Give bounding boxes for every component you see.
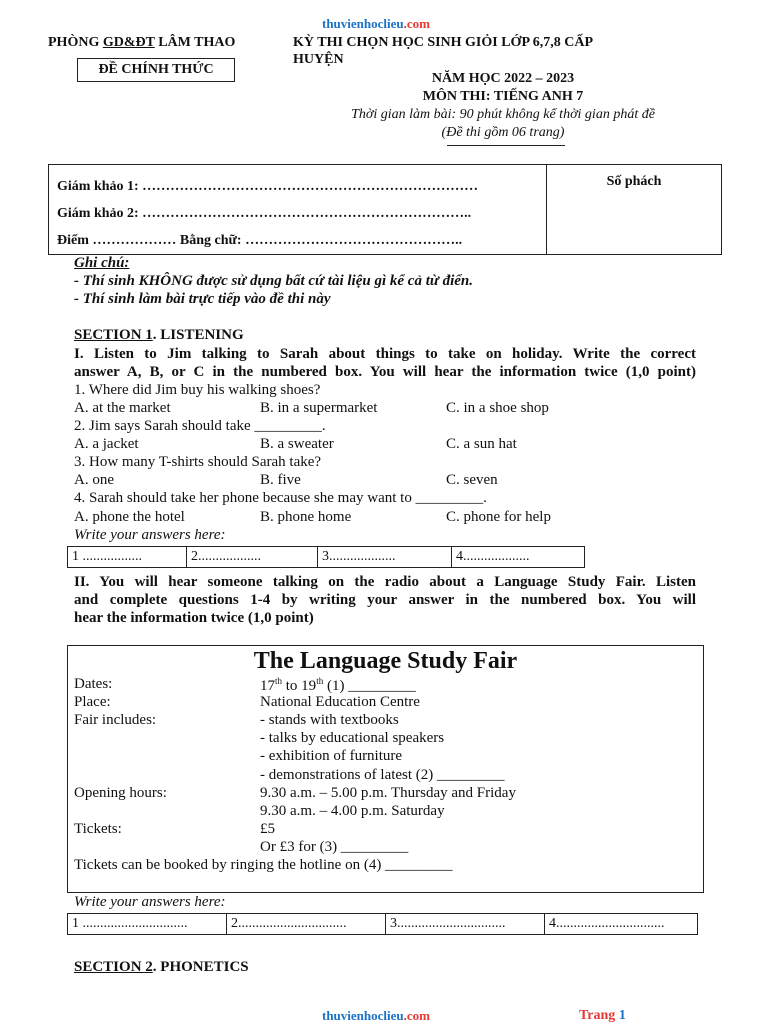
option-b: B. in a supermarket [260, 400, 378, 416]
fair-ticket-item: Or £3 for (3) _________ [260, 839, 409, 855]
write-answers-label: Write your answers here: [74, 527, 226, 543]
fair-date-end: to 19 [282, 678, 317, 694]
exam-title-line2: HUYỆN [293, 52, 344, 67]
exam-subject: MÔN THI: TIẾNG ANH 7 [422, 89, 584, 104]
section2-title [74, 959, 249, 976]
dept-pre: PHÒNG [48, 35, 103, 50]
section1-title-text: . LISTENING [152, 327, 244, 343]
page-num: 1 [618, 1008, 626, 1023]
candidate-code-cell [547, 165, 722, 255]
department-name [48, 35, 235, 51]
answer-cell[interactable]: 4............................... [545, 914, 698, 935]
fair-include-item: - talks by educational speakers [260, 730, 445, 746]
answer-cell[interactable]: 2............................... [227, 914, 386, 935]
fair-place-value: National Education Centre [260, 694, 420, 710]
candidate-code-label: Số phách [606, 174, 662, 189]
fair-date-end-suffix: th [316, 676, 324, 686]
question-text: 1. Where did Jim buy his walking shoes? [74, 382, 321, 398]
marker-fields [49, 165, 547, 255]
answer-cell[interactable]: 1 .............................. [68, 914, 227, 935]
option-c: C. in a shoe shop [446, 400, 549, 416]
option-a: A. at the market [74, 400, 171, 416]
fair-date-start-suffix: th [275, 676, 283, 686]
page-number [579, 1008, 626, 1024]
part2-instruction-line: and complete questions 1-4 by writing your answer in the numbered box. You will [74, 592, 696, 608]
question-text: 2. Jim says Sarah should take _________. [74, 418, 326, 434]
header-divider [447, 145, 565, 146]
marker-table [48, 164, 722, 255]
fair-includes-label: Fair includes: [74, 712, 157, 728]
fair-booking-line: Tickets can be booked by ringing the hotline on (4) _________ [74, 857, 453, 873]
fair-hours-label: Opening hours: [74, 785, 167, 801]
answer-table-part1 [67, 546, 585, 568]
fair-include-item: - demonstrations of latest (2) _________ [260, 767, 505, 783]
exam-title-line1: KỲ THI CHỌN HỌC SINH GIỎI LỚP 6,7,8 CẤP [293, 35, 594, 50]
fair-date-start: 17 [260, 678, 275, 694]
page-label: Trang [579, 1008, 616, 1023]
option-c: C. phone for help [446, 509, 551, 525]
question-text: 3. How many T-shirts should Sarah take? [74, 454, 322, 470]
fair-place-label: Place: [74, 694, 111, 710]
school-year: NĂM HỌC 2022 – 2023 [431, 71, 575, 86]
option-a: A. phone the hotel [74, 509, 185, 525]
fair-ticket-item: £5 [260, 821, 275, 837]
note-item: - Thí sinh làm bài trực tiếp vào đề thi này [74, 291, 331, 307]
site-brand-footer[interactable] [322, 1008, 430, 1024]
fair-date-blank: (1) _________ [323, 678, 416, 694]
exam-time: Thời gian làm bài: 90 phút không kể thời gian phát đề [351, 107, 655, 122]
notes-title: Ghi chú: [74, 255, 130, 271]
option-a: A. one [74, 472, 114, 488]
option-c: C. seven [446, 472, 498, 488]
fair-include-item: - stands with textbooks [260, 712, 399, 728]
dept-underlined: GD&ĐT [102, 35, 155, 50]
dept-post: LÂM THAO [154, 35, 236, 50]
write-answers-label: Write your answers here: [74, 894, 226, 910]
language-fair-notice [67, 645, 704, 893]
part2-instruction-line: II. You will hear someone talking on the radio about a Language Study Fair. Listen [74, 574, 696, 590]
section2-title-number: SECTION 2 [74, 959, 153, 975]
part2-instruction-line: hear the information twice (1,0 point) [74, 610, 314, 626]
section1-title [74, 327, 244, 344]
answer-cell[interactable]: 1 ................. [68, 547, 187, 568]
site-brand-part2: .com [403, 1008, 430, 1023]
fair-include-item: - exhibition of furniture [260, 748, 403, 764]
option-b: B. five [260, 472, 301, 488]
fair-tickets-label: Tickets: [74, 821, 122, 837]
site-brand-top[interactable] [322, 16, 430, 32]
answer-cell[interactable]: 3................... [318, 547, 452, 568]
examiner1-line: Giám khảo 1: ……………………………………………………………… [57, 179, 479, 194]
site-brand-part1: thuvienhoclieu [322, 1008, 404, 1023]
note-item: - Thí sinh KHÔNG được sử dụng bất cứ tài liệu gì kể cả từ điển. [74, 273, 474, 289]
part1-instruction-line: I. Listen to Jim talking to Sarah about things to take on holiday. Write the correct [74, 346, 696, 362]
option-c: C. a sun hat [446, 436, 517, 452]
part1-instruction-line: answer A, B, or C in the numbered box. You will hear the information twice (1,0 point) [74, 364, 696, 380]
section1-title-number: SECTION 1 [74, 327, 153, 343]
exam-pages: (Đề thi gồm 06 trang) [441, 125, 565, 140]
option-a: A. a jacket [74, 436, 139, 452]
fair-title: The Language Study Fair [253, 648, 518, 674]
option-b: B. phone home [260, 509, 352, 525]
question-text: 4. Sarah should take her phone because she may want to _________. [74, 490, 487, 506]
fair-dates-value [260, 676, 416, 695]
site-brand-part2: .com [403, 16, 430, 31]
official-exam-badge: ĐỀ CHÍNH THỨC [77, 58, 235, 82]
fair-hours-item: 9.30 a.m. – 4.00 p.m. Saturday [260, 803, 445, 819]
answer-table-part2 [67, 913, 698, 935]
score-line: Điểm ……………… Bằng chữ: ……………………………………….. [57, 233, 463, 248]
answer-cell[interactable]: 4................... [452, 547, 585, 568]
option-b: B. a sweater [260, 436, 334, 452]
fair-hours-item: 9.30 a.m. – 5.00 p.m. Thursday and Friday [260, 785, 516, 801]
site-brand-part1: thuvienhoclieu [322, 16, 404, 31]
fair-dates-label: Dates: [74, 676, 113, 692]
section2-title-text: . PHONETICS [152, 959, 249, 975]
answer-cell[interactable]: 2.................. [187, 547, 318, 568]
answer-cell[interactable]: 3............................... [386, 914, 545, 935]
examiner2-line: Giám khảo 2: …………………………………………………………….. [57, 206, 472, 221]
